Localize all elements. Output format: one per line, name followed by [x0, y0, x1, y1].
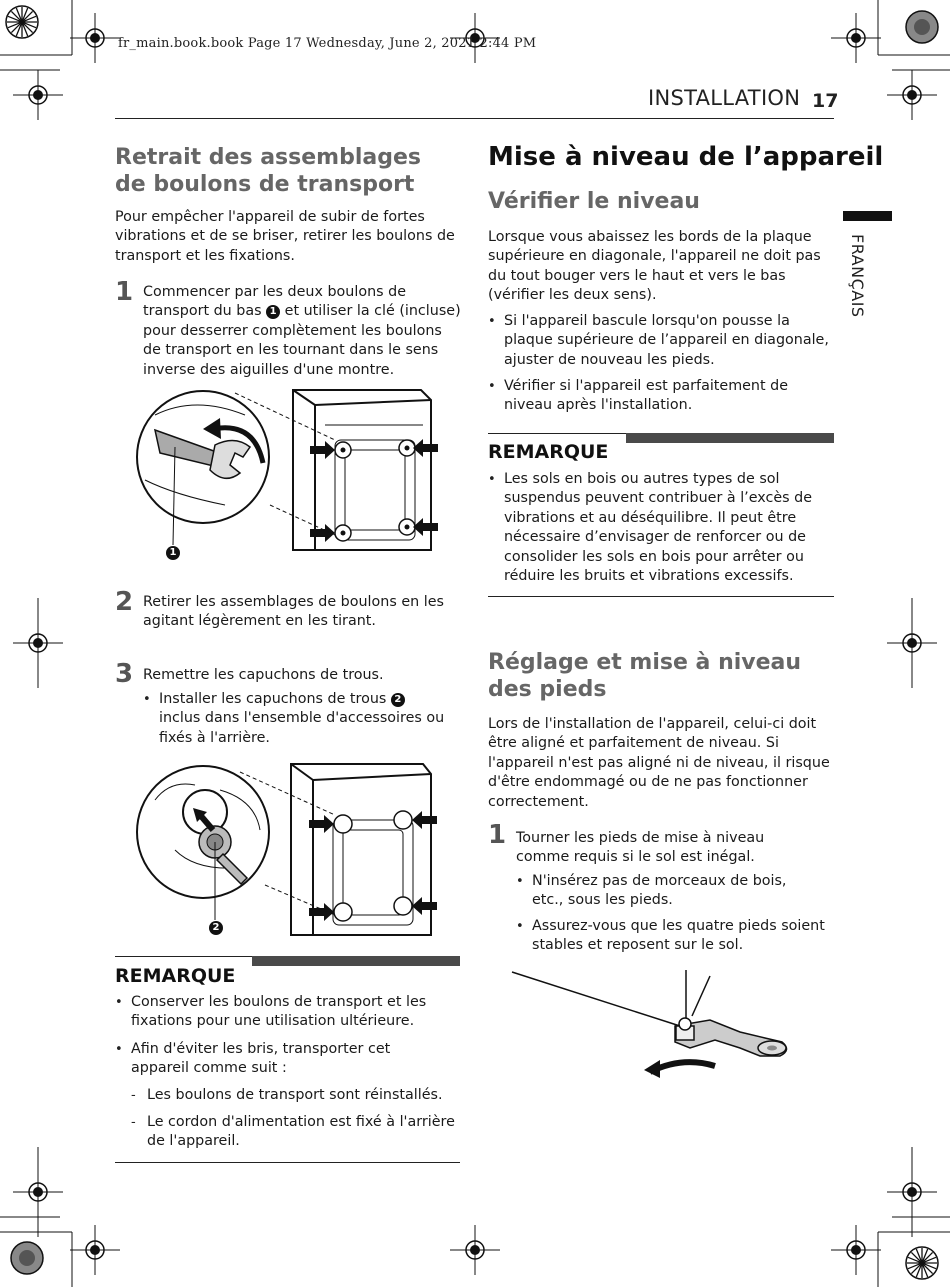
- leveling-foot-illustration: [510, 968, 800, 1078]
- right-section-title: Mise à niveau de l’appareil: [488, 142, 884, 172]
- right-remarque-bottom-rule: [488, 596, 834, 597]
- left-intro: Pour empêcher l'appareil de subir de fortes vibrations et de se briser, retirer les boulons de transport et les fixations.: [115, 209, 455, 264]
- left-remarque-bullet-2: Afin d'éviter les bris, transporter cet appareil comme suit :: [131, 1041, 391, 1077]
- left-remarque-sub-bullet-1: Les boulons de transport sont réinstallés.: [147, 1087, 443, 1103]
- step-1-text: [143, 283, 463, 380]
- registration-mark-left-mid: [13, 598, 63, 688]
- callout-badge-2: 2: [391, 693, 405, 707]
- bullet-dot: •: [115, 1042, 123, 1057]
- check-level-bullet-1: Si l'appareil bascule lorsqu'on pousse la plaque supérieure de l’appareil en diagonale, ajuster de nouveau les pieds.: [504, 313, 829, 368]
- left-remarque-sub-bullet-2: Le cordon d'alimentation est fixé à l'arrière de l'appareil.: [147, 1114, 455, 1150]
- bullet-dot: •: [516, 919, 524, 934]
- starburst-mark-top-left: [4, 4, 40, 40]
- left-section-title: Retrait des assemblages de boulons de transport: [115, 145, 421, 197]
- right-step-number-1: 1: [488, 820, 507, 850]
- language-tab-bar: [843, 211, 892, 221]
- registration-mark-top-right: [831, 13, 881, 63]
- left-remarque-bullet-1: Conserver les boulons de transport et les fixations pour une utilisation ultérieure.: [131, 994, 427, 1030]
- figure1-callout: 1: [166, 546, 180, 560]
- right-step-1-bullet-1: N'insérez pas de morceaux de bois, etc., sous les pieds.: [532, 873, 787, 909]
- left-remarque-bar: [252, 956, 460, 966]
- registration-mark-right-bottom: [887, 1147, 937, 1237]
- registration-mark-top-left: [70, 13, 120, 63]
- registration-mark-left-bottom: [13, 1147, 63, 1237]
- step-3-bullet: [159, 690, 449, 748]
- registration-mark-right-mid: [887, 598, 937, 688]
- check-level-paragraph: Lorsque vous abaissez les bords de la plaque supérieure en diagonale, l'appareil ne doit pas du tout bouger vers le haut et vers le bas (vérifier les deux sens).: [488, 229, 821, 304]
- hole-cap-install-illustration: [135, 760, 445, 940]
- step-1-text-before: Commencer par les deux boulons de transport du bas: [143, 284, 407, 320]
- callout-badge-1: 1: [266, 305, 280, 319]
- step-3-bullet-after: inclus dans l'ensemble d'accessoires ou fixés à l'arrière.: [159, 710, 445, 746]
- print-slug: fr_main.book.book Page 17 Wednesday, June 2, 2021 2:44 PM: [118, 36, 537, 51]
- subtitle-check-level: Vérifier le niveau: [488, 189, 700, 214]
- bullet-dot: •: [516, 874, 524, 889]
- registration-mark-bottom-mid: [450, 1225, 500, 1275]
- header-rule: [115, 118, 834, 119]
- bullet-dot: •: [143, 692, 151, 707]
- step-1-text-after: et utiliser la clé (incluse) pour desserrer complètement les boulons de transport en les tournant dans le sens inverse des aiguilles d'une montre.: [143, 303, 461, 378]
- left-remarque-bottom-rule: [115, 1162, 460, 1163]
- page-number: 17: [812, 90, 839, 112]
- figure2-callout: 2: [209, 921, 223, 935]
- section-header: INSTALLATION: [648, 86, 801, 110]
- registration-mark-left-top: [13, 70, 63, 120]
- right-remarque-bar: [626, 433, 834, 443]
- bullet-dot: •: [488, 314, 496, 329]
- registration-mark-bottom-left: [70, 1225, 120, 1275]
- right-step-1-text: Tourner les pieds de mise à niveau comme requis si le sol est inégal.: [516, 830, 765, 866]
- subtitle-adjust-feet: Réglage et mise à niveau des pieds: [488, 650, 802, 702]
- dash-marker: -: [131, 1115, 136, 1130]
- dash-marker: -: [131, 1088, 136, 1103]
- step-number-2: 2: [115, 587, 134, 617]
- language-tab-label: FRANÇAIS: [848, 234, 867, 318]
- bullet-dot: •: [488, 379, 496, 394]
- step-number-3: 3: [115, 659, 134, 689]
- right-remarque-bullet: Les sols en bois ou autres types de sol suspendus peuvent contribuer à l’excès de vibrations et au déséquilibre. Il peut être nécessaire d’envisager de renforcer ou de consolider les sols en bois pour arrêter ou réduire les bruits et vibrations excessifs.: [504, 471, 812, 585]
- transport-bolt-wrench-illustration: [135, 385, 445, 565]
- adjust-feet-paragraph: Lors de l'installation de l'appareil, celui-ci doit être aligné et parfaitement de niveau. Si l'appareil n'est pas aligné ni de niveau, il risque d'être endommagé ou de ne pas fonctionner correctement.: [488, 716, 830, 810]
- check-level-bullet-2: Vérifier si l'appareil est parfaitement de niveau après l'installation.: [504, 378, 789, 414]
- bullet-dot: •: [115, 995, 123, 1010]
- starburst-mark-bottom-left: [9, 1240, 45, 1276]
- step-3-text: Remettre les capuchons de trous.: [143, 667, 384, 683]
- registration-mark-right-top: [887, 70, 937, 120]
- left-remarque-title: REMARQUE: [115, 965, 236, 987]
- step-number-1: 1: [115, 277, 134, 307]
- step-2-text: Retirer les assemblages de boulons en les agitant légèrement en les tirant.: [143, 594, 444, 630]
- registration-mark-bottom-right: [831, 1225, 881, 1275]
- right-step-1-bullet-2: Assurez-vous que les quatre pieds soient stables et reposent sur le sol.: [532, 918, 825, 954]
- starburst-mark-bottom-right: [904, 1245, 940, 1281]
- bullet-dot: •: [488, 472, 496, 487]
- starburst-mark-top-right: [904, 9, 940, 45]
- right-remarque-title: REMARQUE: [488, 441, 609, 463]
- step-3-bullet-before: Installer les capuchons de trous: [159, 691, 387, 707]
